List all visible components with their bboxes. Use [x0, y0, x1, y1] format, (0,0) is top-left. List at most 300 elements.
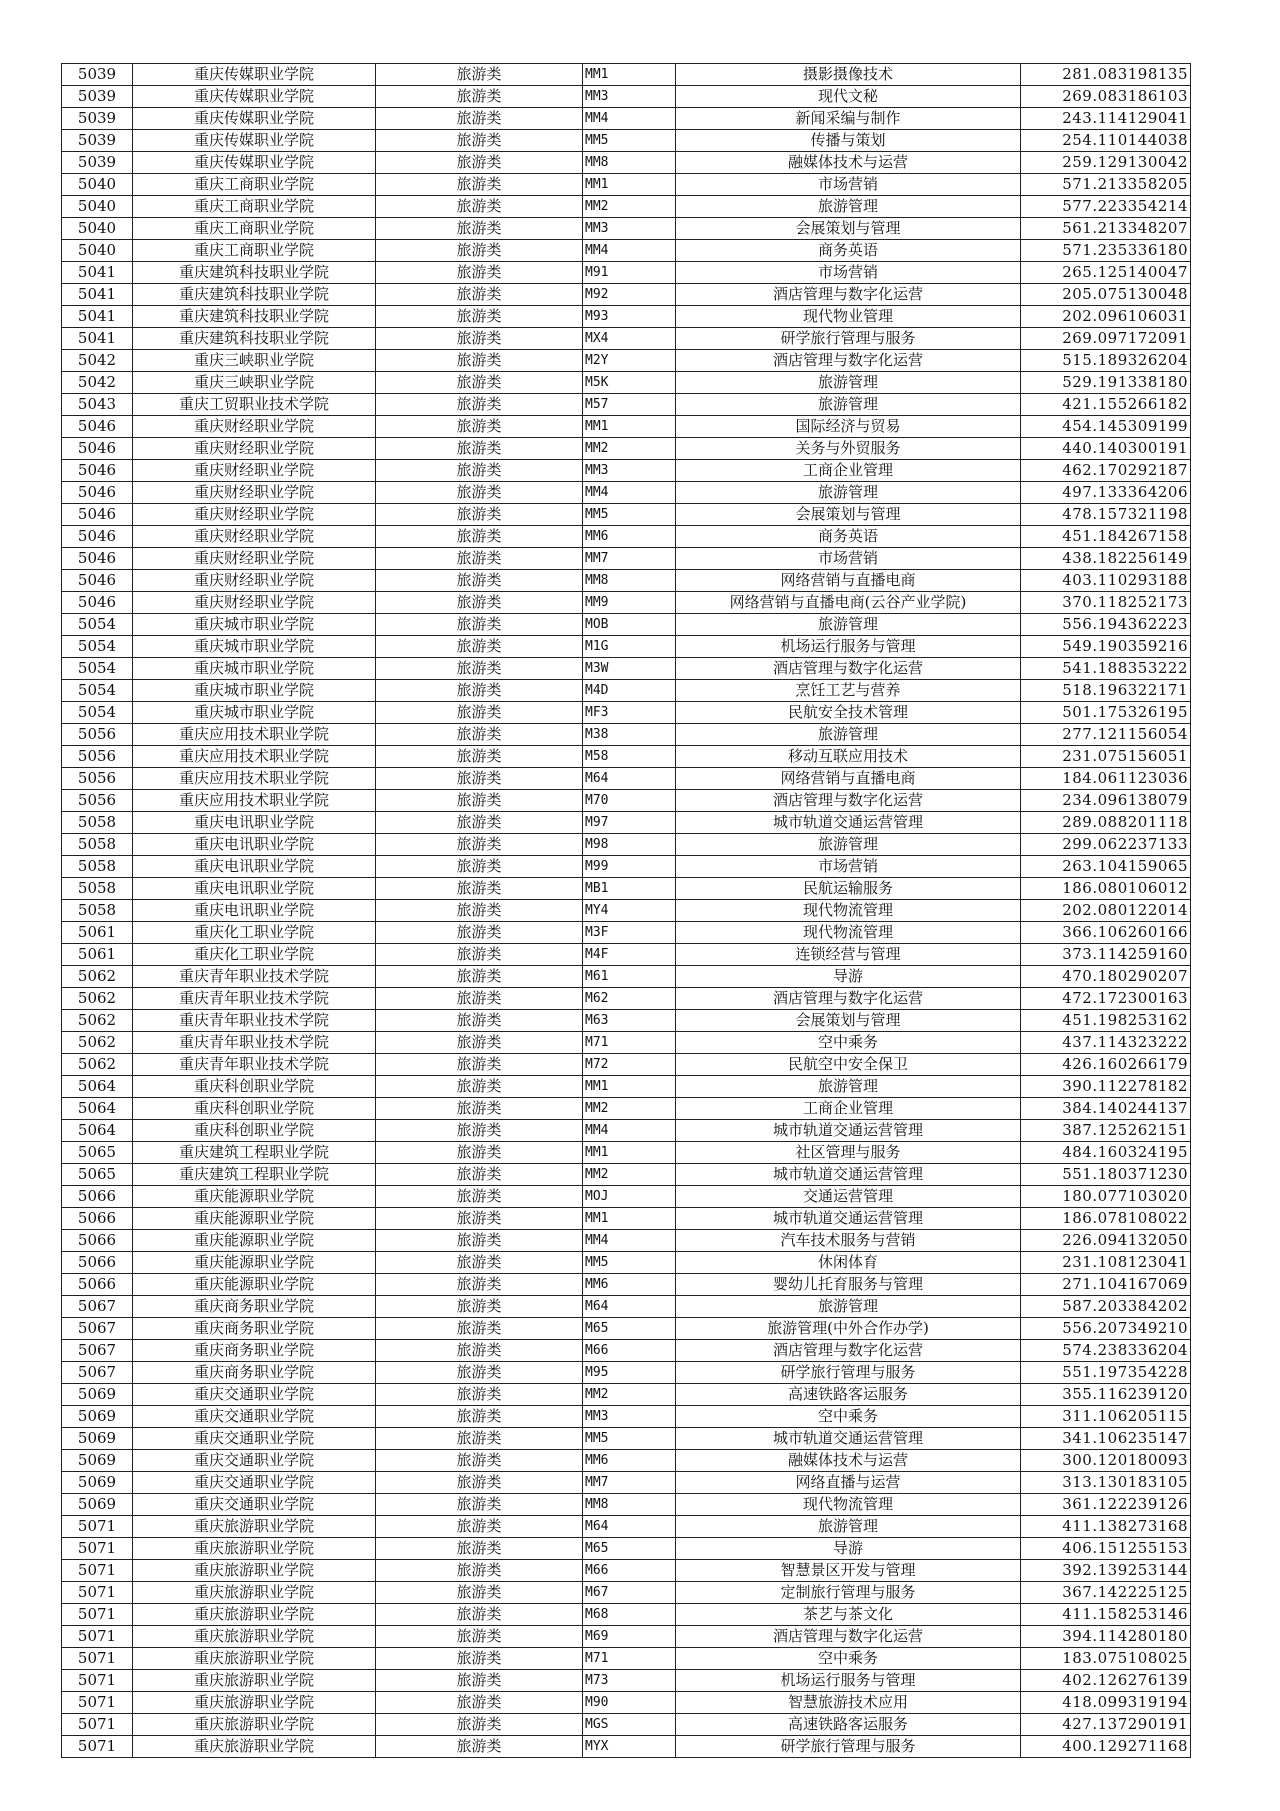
table-row	[62, 328, 1191, 350]
category-cell: 旅游类	[376, 1274, 583, 1296]
score-cell: 418.099319194	[1021, 1692, 1191, 1714]
table-row	[62, 1032, 1191, 1054]
school-code-cell: 5071	[62, 1560, 133, 1582]
major-code-cell: M64	[583, 768, 676, 790]
score-cell: 518.196322171	[1021, 680, 1191, 702]
score-cell: 313.130183105	[1021, 1472, 1191, 1494]
major-code-cell: M63	[583, 1010, 676, 1032]
school-code-cell: 5041	[62, 328, 133, 350]
table-row	[62, 1054, 1191, 1076]
table-row	[62, 658, 1191, 680]
major-name-cell: 交通运营管理	[676, 1186, 1021, 1208]
score-cell: 299.062237133	[1021, 834, 1191, 856]
table-row	[62, 966, 1191, 988]
school-name-cell: 重庆青年职业技术学院	[133, 1010, 376, 1032]
school-code-cell: 5039	[62, 108, 133, 130]
school-code-cell: 5056	[62, 724, 133, 746]
major-name-cell: 市场营销	[676, 856, 1021, 878]
major-name-cell: 智慧景区开发与管理	[676, 1560, 1021, 1582]
score-cell: 438.182256149	[1021, 548, 1191, 570]
school-code-cell: 5046	[62, 438, 133, 460]
category-cell: 旅游类	[376, 1010, 583, 1032]
major-name-cell: 婴幼儿托育服务与管理	[676, 1274, 1021, 1296]
score-cell: 205.075130048	[1021, 284, 1191, 306]
major-name-cell: 酒店管理与数字化运营	[676, 988, 1021, 1010]
category-cell: 旅游类	[376, 636, 583, 658]
major-name-cell: 市场营销	[676, 548, 1021, 570]
admission-score-table	[61, 63, 1191, 1758]
score-cell: 402.126276139	[1021, 1670, 1191, 1692]
major-name-cell: 城市轨道交通运营管理	[676, 1428, 1021, 1450]
major-name-cell: 旅游管理	[676, 1516, 1021, 1538]
major-code-cell: M98	[583, 834, 676, 856]
table-row	[62, 1560, 1191, 1582]
category-cell: 旅游类	[376, 1604, 583, 1626]
major-name-cell: 茶艺与茶文化	[676, 1604, 1021, 1626]
table-row	[62, 1208, 1191, 1230]
school-name-cell: 重庆城市职业学院	[133, 614, 376, 636]
table-row	[62, 1604, 1191, 1626]
major-code-cell: MM1	[583, 1208, 676, 1230]
table-row	[62, 680, 1191, 702]
school-code-cell: 5071	[62, 1604, 133, 1626]
major-code-cell: MM8	[583, 152, 676, 174]
score-cell: 367.142225125	[1021, 1582, 1191, 1604]
school-code-cell: 5056	[62, 790, 133, 812]
table-row	[62, 614, 1191, 636]
school-code-cell: 5042	[62, 372, 133, 394]
major-code-cell: MF3	[583, 702, 676, 724]
school-name-cell: 重庆应用技术职业学院	[133, 746, 376, 768]
score-cell: 574.238336204	[1021, 1340, 1191, 1362]
school-name-cell: 重庆财经职业学院	[133, 526, 376, 548]
category-cell: 旅游类	[376, 1538, 583, 1560]
school-name-cell: 重庆财经职业学院	[133, 460, 376, 482]
major-code-cell: M66	[583, 1340, 676, 1362]
major-code-cell: M64	[583, 1296, 676, 1318]
major-name-cell: 网络直播与运营	[676, 1472, 1021, 1494]
table-row	[62, 284, 1191, 306]
score-cell: 587.203384202	[1021, 1296, 1191, 1318]
major-code-cell: MM4	[583, 240, 676, 262]
major-name-cell: 休闲体育	[676, 1252, 1021, 1274]
category-cell: 旅游类	[376, 1692, 583, 1714]
table-row	[62, 944, 1191, 966]
school-name-cell: 重庆交通职业学院	[133, 1472, 376, 1494]
major-name-cell: 空中乘务	[676, 1406, 1021, 1428]
table-row	[62, 130, 1191, 152]
table-row	[62, 1428, 1191, 1450]
school-code-cell: 5069	[62, 1384, 133, 1406]
school-code-cell: 5041	[62, 284, 133, 306]
school-code-cell: 5062	[62, 1054, 133, 1076]
major-name-cell: 旅游管理	[676, 1076, 1021, 1098]
score-cell: 478.157321198	[1021, 504, 1191, 526]
score-cell: 243.114129041	[1021, 108, 1191, 130]
major-code-cell: MM6	[583, 1450, 676, 1472]
score-cell: 186.078108022	[1021, 1208, 1191, 1230]
school-name-cell: 重庆城市职业学院	[133, 702, 376, 724]
category-cell: 旅游类	[376, 86, 583, 108]
major-name-cell: 旅游管理	[676, 834, 1021, 856]
table-row	[62, 724, 1191, 746]
major-code-cell: M99	[583, 856, 676, 878]
category-cell: 旅游类	[376, 1208, 583, 1230]
school-code-cell: 5066	[62, 1230, 133, 1252]
score-cell: 254.110144038	[1021, 130, 1191, 152]
major-name-cell: 现代物流管理	[676, 900, 1021, 922]
category-cell: 旅游类	[376, 1582, 583, 1604]
major-name-cell: 关务与外贸服务	[676, 438, 1021, 460]
table-body	[62, 64, 1191, 1758]
score-cell: 571.213358205	[1021, 174, 1191, 196]
major-name-cell: 酒店管理与数字化运营	[676, 284, 1021, 306]
score-cell: 300.120180093	[1021, 1450, 1191, 1472]
major-name-cell: 城市轨道交通运营管理	[676, 812, 1021, 834]
school-name-cell: 重庆传媒职业学院	[133, 108, 376, 130]
school-code-cell: 5054	[62, 680, 133, 702]
table-row	[62, 768, 1191, 790]
major-name-cell: 旅游管理	[676, 482, 1021, 504]
major-code-cell: M92	[583, 284, 676, 306]
school-name-cell: 重庆旅游职业学院	[133, 1648, 376, 1670]
category-cell: 旅游类	[376, 504, 583, 526]
table-row	[62, 504, 1191, 526]
school-name-cell: 重庆财经职业学院	[133, 504, 376, 526]
major-code-cell: M61	[583, 966, 676, 988]
major-name-cell: 酒店管理与数字化运营	[676, 1340, 1021, 1362]
score-cell: 373.114259160	[1021, 944, 1191, 966]
table-row	[62, 482, 1191, 504]
school-name-cell: 重庆旅游职业学院	[133, 1538, 376, 1560]
score-cell: 529.191338180	[1021, 372, 1191, 394]
major-code-cell: MM1	[583, 64, 676, 86]
table-row	[62, 1340, 1191, 1362]
major-name-cell: 城市轨道交通运营管理	[676, 1120, 1021, 1142]
table-row	[62, 1362, 1191, 1384]
major-code-cell: MM9	[583, 592, 676, 614]
table-row	[62, 1142, 1191, 1164]
school-name-cell: 重庆旅游职业学院	[133, 1604, 376, 1626]
major-code-cell: MM5	[583, 1428, 676, 1450]
table-row	[62, 1120, 1191, 1142]
major-name-cell: 融媒体技术与运营	[676, 1450, 1021, 1472]
score-cell: 387.125262151	[1021, 1120, 1191, 1142]
school-code-cell: 5065	[62, 1142, 133, 1164]
major-name-cell: 民航安全技术管理	[676, 702, 1021, 724]
school-code-cell: 5054	[62, 658, 133, 680]
major-code-cell: MM3	[583, 86, 676, 108]
score-cell: 366.106260166	[1021, 922, 1191, 944]
school-code-cell: 5058	[62, 812, 133, 834]
score-cell: 226.094132050	[1021, 1230, 1191, 1252]
category-cell: 旅游类	[376, 812, 583, 834]
major-name-cell: 会展策划与管理	[676, 218, 1021, 240]
major-name-cell: 汽车技术服务与营销	[676, 1230, 1021, 1252]
score-cell: 265.125140047	[1021, 262, 1191, 284]
category-cell: 旅游类	[376, 306, 583, 328]
category-cell: 旅游类	[376, 438, 583, 460]
table-row	[62, 1010, 1191, 1032]
major-code-cell: M4F	[583, 944, 676, 966]
table-row	[62, 64, 1191, 86]
school-code-cell: 5061	[62, 944, 133, 966]
school-name-cell: 重庆城市职业学院	[133, 680, 376, 702]
category-cell: 旅游类	[376, 328, 583, 350]
table-row	[62, 1714, 1191, 1736]
school-name-cell: 重庆建筑工程职业学院	[133, 1164, 376, 1186]
category-cell: 旅游类	[376, 1296, 583, 1318]
score-cell: 400.129271168	[1021, 1736, 1191, 1758]
major-code-cell: M97	[583, 812, 676, 834]
school-code-cell: 5067	[62, 1340, 133, 1362]
school-name-cell: 重庆商务职业学院	[133, 1340, 376, 1362]
table-row	[62, 1318, 1191, 1340]
school-code-cell: 5062	[62, 988, 133, 1010]
score-cell: 470.180290207	[1021, 966, 1191, 988]
category-cell: 旅游类	[376, 350, 583, 372]
school-name-cell: 重庆应用技术职业学院	[133, 768, 376, 790]
major-name-cell: 工商企业管理	[676, 1098, 1021, 1120]
major-code-cell: MM3	[583, 460, 676, 482]
table-row	[62, 262, 1191, 284]
category-cell: 旅游类	[376, 1670, 583, 1692]
major-code-cell: MX4	[583, 328, 676, 350]
school-name-cell: 重庆电讯职业学院	[133, 856, 376, 878]
table-row	[62, 900, 1191, 922]
major-name-cell: 酒店管理与数字化运营	[676, 658, 1021, 680]
school-code-cell: 5054	[62, 702, 133, 724]
school-name-cell: 重庆能源职业学院	[133, 1208, 376, 1230]
major-code-cell: M38	[583, 724, 676, 746]
school-name-cell: 重庆电讯职业学院	[133, 900, 376, 922]
school-code-cell: 5046	[62, 526, 133, 548]
table-row	[62, 1736, 1191, 1758]
major-code-cell: MM1	[583, 1076, 676, 1098]
score-cell: 394.114280180	[1021, 1626, 1191, 1648]
category-cell: 旅游类	[376, 1516, 583, 1538]
score-cell: 472.172300163	[1021, 988, 1191, 1010]
score-cell: 384.140244137	[1021, 1098, 1191, 1120]
school-name-cell: 重庆财经职业学院	[133, 416, 376, 438]
school-name-cell: 重庆工商职业学院	[133, 240, 376, 262]
category-cell: 旅游类	[376, 1428, 583, 1450]
table-row	[62, 636, 1191, 658]
school-code-cell: 5069	[62, 1428, 133, 1450]
category-cell: 旅游类	[376, 1142, 583, 1164]
category-cell: 旅游类	[376, 1098, 583, 1120]
table-row	[62, 922, 1191, 944]
major-code-cell: MM3	[583, 1406, 676, 1428]
major-name-cell: 民航空中安全保卫	[676, 1054, 1021, 1076]
major-name-cell: 酒店管理与数字化运营	[676, 1626, 1021, 1648]
score-cell: 454.145309199	[1021, 416, 1191, 438]
major-code-cell: M72	[583, 1054, 676, 1076]
major-code-cell: MM1	[583, 416, 676, 438]
school-code-cell: 5062	[62, 1010, 133, 1032]
school-code-cell: 5054	[62, 614, 133, 636]
table-row	[62, 878, 1191, 900]
score-cell: 551.180371230	[1021, 1164, 1191, 1186]
category-cell: 旅游类	[376, 1450, 583, 1472]
major-name-cell: 会展策划与管理	[676, 1010, 1021, 1032]
category-cell: 旅游类	[376, 1230, 583, 1252]
school-code-cell: 5041	[62, 262, 133, 284]
major-name-cell: 研学旅行管理与服务	[676, 1362, 1021, 1384]
category-cell: 旅游类	[376, 1384, 583, 1406]
school-name-cell: 重庆电讯职业学院	[133, 834, 376, 856]
table-row	[62, 1692, 1191, 1714]
school-code-cell: 5071	[62, 1538, 133, 1560]
school-name-cell: 重庆交通职业学院	[133, 1450, 376, 1472]
major-code-cell: M65	[583, 1538, 676, 1560]
score-cell: 556.207349210	[1021, 1318, 1191, 1340]
table-row	[62, 988, 1191, 1010]
school-name-cell: 重庆传媒职业学院	[133, 64, 376, 86]
school-code-cell: 5071	[62, 1626, 133, 1648]
school-code-cell: 5069	[62, 1406, 133, 1428]
table-row	[62, 1516, 1191, 1538]
major-code-cell: M67	[583, 1582, 676, 1604]
score-cell: 406.151255153	[1021, 1538, 1191, 1560]
table-row	[62, 856, 1191, 878]
school-name-cell: 重庆应用技术职业学院	[133, 790, 376, 812]
category-cell: 旅游类	[376, 1120, 583, 1142]
school-name-cell: 重庆财经职业学院	[133, 438, 376, 460]
major-name-cell: 旅游管理	[676, 724, 1021, 746]
score-cell: 561.213348207	[1021, 218, 1191, 240]
table-row	[62, 108, 1191, 130]
school-name-cell: 重庆工商职业学院	[133, 174, 376, 196]
school-code-cell: 5058	[62, 834, 133, 856]
category-cell: 旅游类	[376, 1736, 583, 1758]
category-cell: 旅游类	[376, 1076, 583, 1098]
major-code-cell: MY4	[583, 900, 676, 922]
school-code-cell: 5039	[62, 86, 133, 108]
table-row	[62, 834, 1191, 856]
major-code-cell: MM8	[583, 570, 676, 592]
category-cell: 旅游类	[376, 1340, 583, 1362]
table-row	[62, 394, 1191, 416]
school-name-cell: 重庆财经职业学院	[133, 570, 376, 592]
school-name-cell: 重庆传媒职业学院	[133, 130, 376, 152]
table-row	[62, 1472, 1191, 1494]
score-cell: 392.139253144	[1021, 1560, 1191, 1582]
school-name-cell: 重庆科创职业学院	[133, 1076, 376, 1098]
school-name-cell: 重庆建筑科技职业学院	[133, 328, 376, 350]
table-row	[62, 1582, 1191, 1604]
score-cell: 202.096106031	[1021, 306, 1191, 328]
category-cell: 旅游类	[376, 262, 583, 284]
category-cell: 旅游类	[376, 856, 583, 878]
major-code-cell: MM5	[583, 1252, 676, 1274]
school-code-cell: 5056	[62, 768, 133, 790]
major-name-cell: 现代物流管理	[676, 1494, 1021, 1516]
school-code-cell: 5061	[62, 922, 133, 944]
major-code-cell: M57	[583, 394, 676, 416]
school-code-cell: 5071	[62, 1692, 133, 1714]
major-name-cell: 旅游管理	[676, 614, 1021, 636]
school-code-cell: 5064	[62, 1120, 133, 1142]
table-row	[62, 1274, 1191, 1296]
major-name-cell: 导游	[676, 966, 1021, 988]
major-name-cell: 传播与策划	[676, 130, 1021, 152]
category-cell: 旅游类	[376, 878, 583, 900]
school-name-cell: 重庆交通职业学院	[133, 1494, 376, 1516]
table-row	[62, 372, 1191, 394]
major-name-cell: 定制旅行管理与服务	[676, 1582, 1021, 1604]
table-row	[62, 1230, 1191, 1252]
table-row	[62, 702, 1191, 724]
school-name-cell: 重庆建筑科技职业学院	[133, 262, 376, 284]
category-cell: 旅游类	[376, 1494, 583, 1516]
score-cell: 451.198253162	[1021, 1010, 1191, 1032]
major-code-cell: M2Y	[583, 350, 676, 372]
category-cell: 旅游类	[376, 240, 583, 262]
school-code-cell: 5071	[62, 1714, 133, 1736]
table-row	[62, 86, 1191, 108]
school-name-cell: 重庆能源职业学院	[133, 1252, 376, 1274]
major-name-cell: 旅游管理	[676, 394, 1021, 416]
category-cell: 旅游类	[376, 922, 583, 944]
major-code-cell: M71	[583, 1032, 676, 1054]
major-code-cell: M93	[583, 306, 676, 328]
major-name-cell: 高速铁路客运服务	[676, 1714, 1021, 1736]
school-code-cell: 5067	[62, 1296, 133, 1318]
school-code-cell: 5046	[62, 482, 133, 504]
category-cell: 旅游类	[376, 108, 583, 130]
score-cell: 269.097172091	[1021, 328, 1191, 350]
major-name-cell: 融媒体技术与运营	[676, 152, 1021, 174]
score-cell: 497.133364206	[1021, 482, 1191, 504]
score-cell: 541.188353222	[1021, 658, 1191, 680]
major-name-cell: 城市轨道交通运营管理	[676, 1164, 1021, 1186]
score-cell: 341.106235147	[1021, 1428, 1191, 1450]
score-cell: 183.075108025	[1021, 1648, 1191, 1670]
school-code-cell: 5066	[62, 1252, 133, 1274]
school-code-cell: 5056	[62, 746, 133, 768]
major-code-cell: M62	[583, 988, 676, 1010]
score-cell: 281.083198135	[1021, 64, 1191, 86]
major-code-cell: M4D	[583, 680, 676, 702]
category-cell: 旅游类	[376, 1164, 583, 1186]
major-name-cell: 酒店管理与数字化运营	[676, 350, 1021, 372]
school-name-cell: 重庆交通职业学院	[133, 1384, 376, 1406]
table-row	[62, 1626, 1191, 1648]
school-code-cell: 5071	[62, 1516, 133, 1538]
major-name-cell: 摄影摄像技术	[676, 64, 1021, 86]
school-name-cell: 重庆科创职业学院	[133, 1098, 376, 1120]
school-code-cell: 5066	[62, 1274, 133, 1296]
major-code-cell: MGS	[583, 1714, 676, 1736]
school-name-cell: 重庆能源职业学院	[133, 1230, 376, 1252]
school-name-cell: 重庆旅游职业学院	[133, 1692, 376, 1714]
school-name-cell: 重庆旅游职业学院	[133, 1626, 376, 1648]
school-code-cell: 5064	[62, 1098, 133, 1120]
major-name-cell: 烹饪工艺与营养	[676, 680, 1021, 702]
school-code-cell: 5054	[62, 636, 133, 658]
school-name-cell: 重庆电讯职业学院	[133, 812, 376, 834]
table-row	[62, 1076, 1191, 1098]
major-code-cell: MM2	[583, 1098, 676, 1120]
category-cell: 旅游类	[376, 988, 583, 1010]
major-name-cell: 会展策划与管理	[676, 504, 1021, 526]
school-name-cell: 重庆传媒职业学院	[133, 86, 376, 108]
score-cell: 484.160324195	[1021, 1142, 1191, 1164]
table-row	[62, 306, 1191, 328]
score-cell: 390.112278182	[1021, 1076, 1191, 1098]
school-name-cell: 重庆电讯职业学院	[133, 878, 376, 900]
